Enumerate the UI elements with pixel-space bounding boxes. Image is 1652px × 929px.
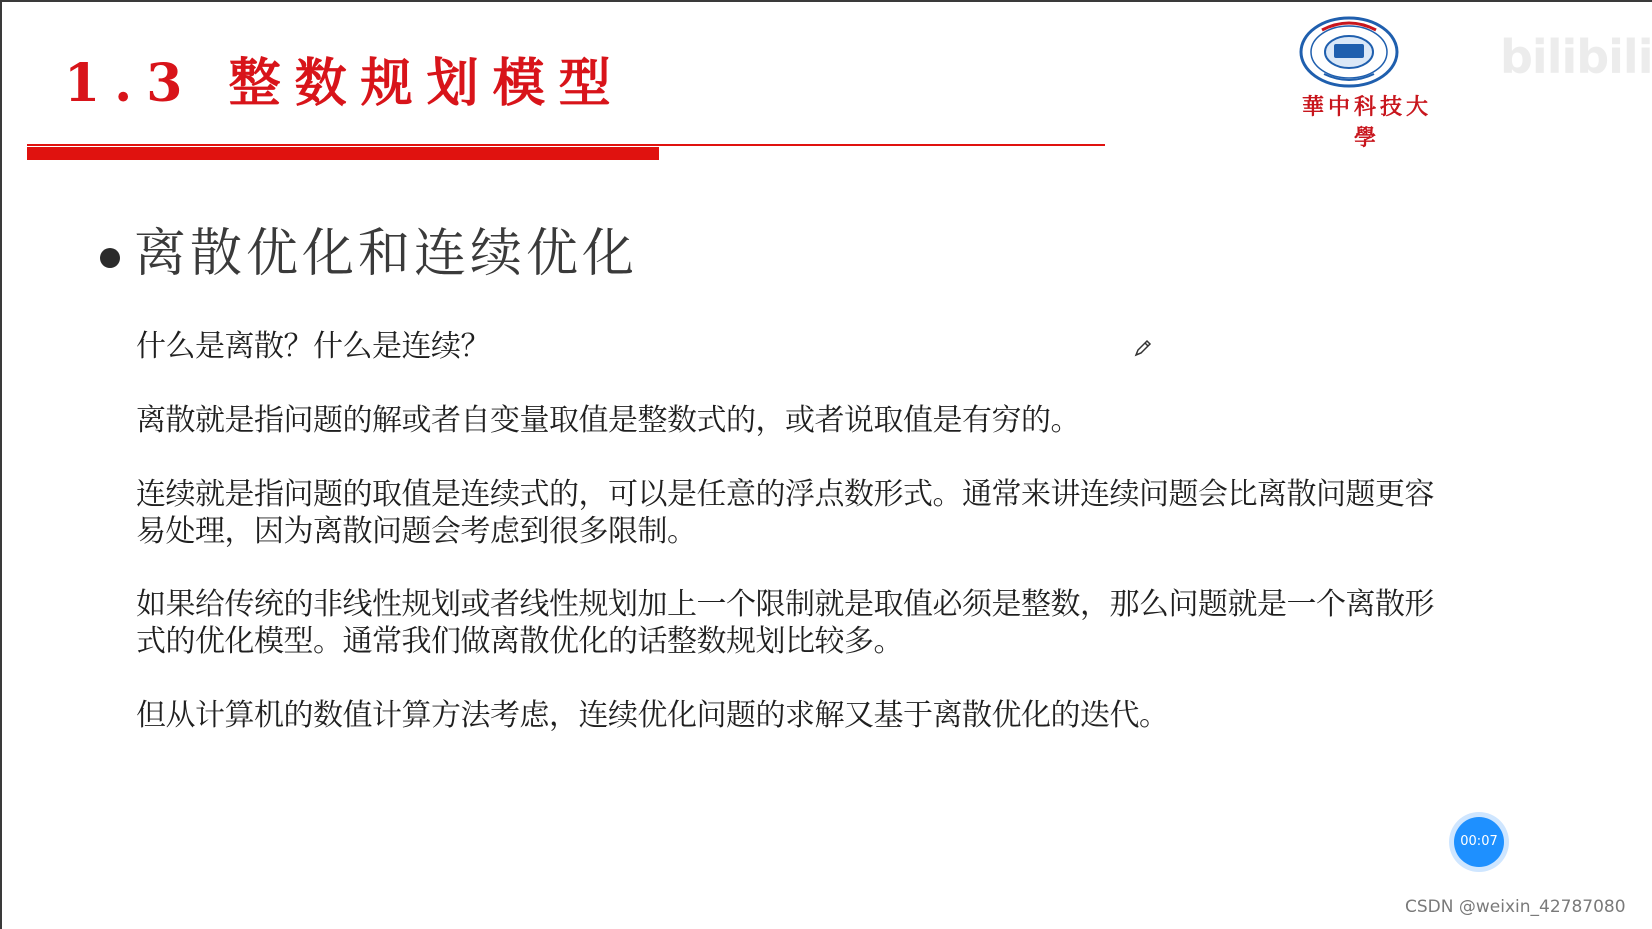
paragraph-numerical: 但从计算机的数值计算方法考虑，连续优化问题的求解又基于离散优化的迭代。 bbox=[136, 698, 1169, 733]
bullet-icon bbox=[100, 248, 120, 268]
paragraph-integer-constraint: 如果给传统的非线性规划或者线性规划加上一个限制就是取值必须是整数，那么问题就是一个离散形式的优化模型。通常我们做离散优化的话整数规划比较多。 bbox=[136, 587, 1434, 659]
paragraph-question: 什么是离散？什么是连续？ bbox=[136, 329, 490, 364]
paragraph-discrete: 离散就是指问题的解或者自变量取值是整数式的，或者说取值是有穷的。 bbox=[136, 403, 1080, 438]
title-underline-thin bbox=[27, 144, 1105, 146]
frame-border-left bbox=[0, 0, 2, 929]
frame-border-top bbox=[0, 0, 1652, 2]
hust-seal-icon bbox=[1292, 10, 1452, 90]
csdn-credit: CSDN @weixin_42787080 bbox=[1405, 897, 1626, 917]
pen-cursor-icon bbox=[1133, 338, 1153, 358]
section-heading: 离散优化和连续优化 bbox=[134, 224, 639, 284]
slide-title: 1.3 整数规划模型 bbox=[64, 53, 625, 114]
bilibili-watermark: bilibili bbox=[1500, 30, 1652, 84]
university-name: 華中科技大學 bbox=[1301, 94, 1432, 151]
playback-timer[interactable]: 00:07 bbox=[1454, 817, 1504, 867]
title-underline-thick bbox=[27, 147, 659, 160]
paragraph-continuous: 连续就是指问题的取值是连续式的，可以是任意的浮点数形式。通常来讲连续问题会比离散问题更容易处理，因为离散问题会考虑到很多限制。 bbox=[136, 477, 1434, 549]
